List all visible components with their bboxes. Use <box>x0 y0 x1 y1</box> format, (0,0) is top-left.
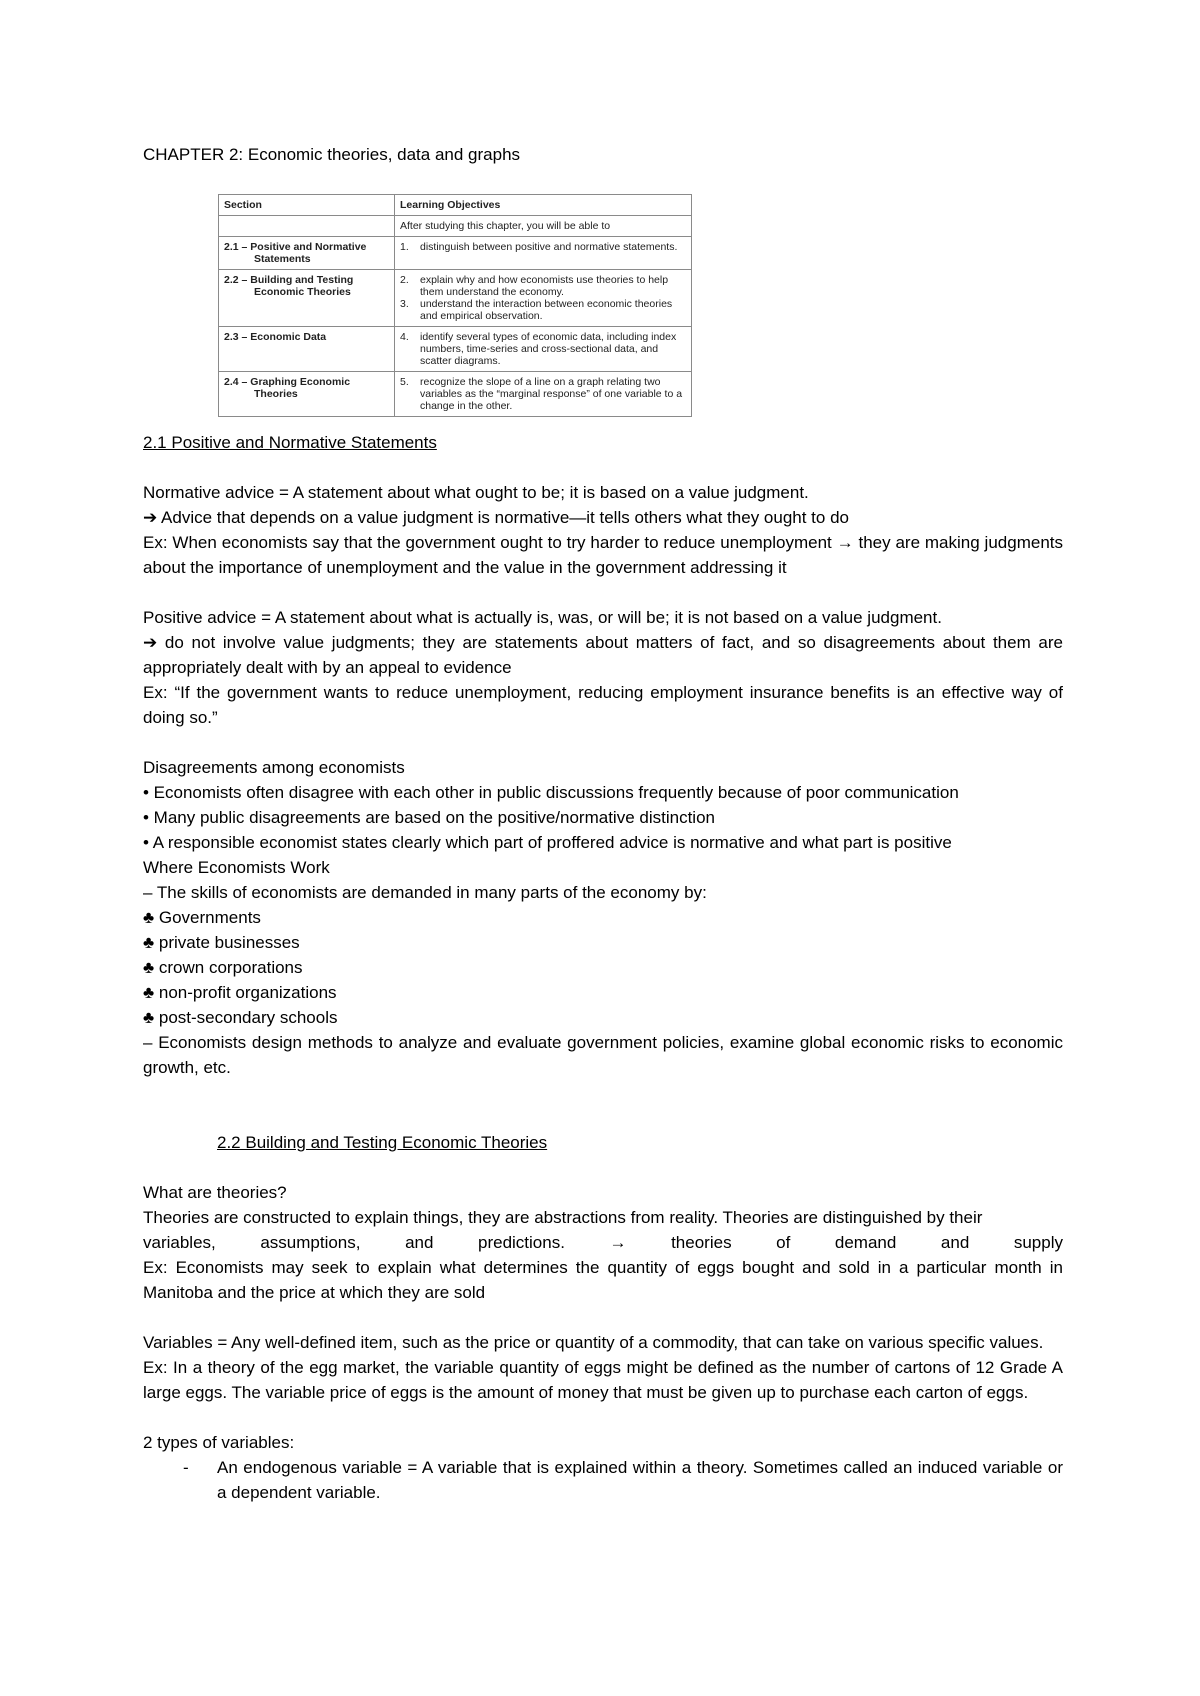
positive-definition: Positive advice = A statement about what is actually is, was, or will be; it is not based on a value judgment. <box>143 608 942 627</box>
notes-body <box>143 430 1063 1505</box>
variables-definition: Variables = Any well-defined item, such as the price or quantity of a commodity, that can take on various specific values. <box>143 1333 1044 1352</box>
endogenous-definition: An endogenous variable = A variable that is explained within a theory. Sometimes called an induced variable or a dependent variable. <box>217 1458 1063 1502</box>
table-header-objectives: Learning Objectives <box>395 195 692 216</box>
objective-number: 5. <box>400 376 409 388</box>
objective-list <box>400 274 686 322</box>
table-cell-objectives <box>395 372 692 417</box>
objective-list <box>400 376 686 412</box>
section-label: 2.3 – Economic Data <box>224 331 327 343</box>
table-cell-section <box>219 237 395 270</box>
objective-text: understand the interaction between economic theories and empirical observation. <box>420 298 673 322</box>
table-cell-objectives <box>395 237 692 270</box>
objective-number: 4. <box>400 331 409 343</box>
disagreements-heading: Disagreements among economists <box>143 758 405 777</box>
section-heading-2-2-text: 2.2 Building and Testing Economic Theories <box>217 1133 548 1152</box>
list-item <box>400 298 686 322</box>
chapter-title: CHAPTER 2: Economic theories, data and graphs <box>143 145 521 164</box>
positive-point: ➔ do not involve value judgments; they are statements about matters of fact, and so disagreements about them are appropriately dealt with by an appeal to evidence <box>143 633 1063 677</box>
list-item: • A responsible economist states clearly which part of proffered advice is normative and what part is positive <box>143 833 952 852</box>
table-header-row <box>219 195 692 216</box>
section-heading-2-1: 2.1 Positive and Normative Statements <box>143 433 437 452</box>
section-heading-2-2 <box>143 1130 1063 1155</box>
objective-text: distinguish between positive and normative statements. <box>420 241 678 253</box>
list-item <box>400 274 686 298</box>
list-item <box>143 1455 1063 1505</box>
work-outro: – Economists design methods to analyze and evaluate government policies, examine global economic risks to economic growth, etc. <box>143 1033 1063 1077</box>
table-cell-section <box>219 270 395 327</box>
list-item <box>400 241 686 253</box>
dash-marker: - <box>183 1458 189 1477</box>
table-intro: After studying this chapter, you will be able to <box>395 216 692 237</box>
normative-definition: Normative advice = A statement about what ought to be; it is based on a value judgment. <box>143 483 809 502</box>
table-row <box>219 327 692 372</box>
list-item <box>400 331 686 367</box>
work-intro: – The skills of economists are demanded in many parts of the economy by: <box>143 883 707 902</box>
list-item: ♣ crown corporations <box>143 958 303 977</box>
list-item: ♣ post-secondary schools <box>143 1008 338 1027</box>
table-header-section: Section <box>219 195 395 216</box>
objective-number: 3. <box>400 298 409 310</box>
list-item: • Economists often disagree with each other in public discussions frequently because of poor communication <box>143 783 959 802</box>
objective-text: identify several types of economic data, including index numbers, time-series and cross-sectional data, and scatter diagrams. <box>420 331 677 367</box>
list-item: • Many public disagreements are based on the positive/normative distinction <box>143 808 715 827</box>
theories-question: What are theories? <box>143 1183 287 1202</box>
section-label: 2.2 – Building and Testing Economic Theories <box>224 274 354 298</box>
table-row <box>219 372 692 417</box>
list-item: ♣ private businesses <box>143 933 300 952</box>
variables-example: Ex: In a theory of the egg market, the variable quantity of eggs might be defined as the number of cartons of 12 Grade A large eggs. The variable price of eggs is the amount of money that must be given up to purchase each carton of eggs. <box>143 1358 1063 1402</box>
table-row <box>219 237 692 270</box>
variable-types-heading: 2 types of variables: <box>143 1433 295 1452</box>
table-row <box>219 270 692 327</box>
objective-text: explain why and how economists use theories to help them understand the economy. <box>420 274 669 298</box>
list-item: ♣ non-profit organizations <box>143 983 337 1002</box>
list-item <box>400 376 686 412</box>
work-heading: Where Economists Work <box>143 858 330 877</box>
table-cell-section <box>219 372 395 417</box>
objective-list <box>400 331 686 367</box>
table-cell-empty <box>219 216 395 237</box>
theories-line-2: variables, assumptions, and predictions. → theories of demand and supply <box>143 1233 1063 1252</box>
learning-objectives-table <box>218 194 692 417</box>
theories-line-1: Theories are constructed to explain things, they are abstractions from reality. Theories are distinguished by their <box>143 1208 983 1227</box>
table-row <box>219 216 692 237</box>
table-cell-objectives <box>395 327 692 372</box>
section-label: 2.1 – Positive and Normative Statements <box>224 241 367 265</box>
objective-list <box>400 241 686 253</box>
table-cell-section <box>219 327 395 372</box>
objective-number: 1. <box>400 241 409 253</box>
normative-example: Ex: When economists say that the government ought to try harder to reduce unemployment → they are making judgments about the importance of unemployment and the value in the government addressing it <box>143 533 1063 577</box>
table-cell-objectives <box>395 270 692 327</box>
objective-text: recognize the slope of a line on a graph relating two variables as the “marginal response” of one variable to a change in the other. <box>420 376 683 412</box>
objective-number: 2. <box>400 274 409 286</box>
theories-example: Ex: Economists may seek to explain what determines the quantity of eggs bought and sold in a particular month in Manitoba and the price at which they are sold <box>143 1258 1063 1302</box>
positive-example: Ex: “If the government wants to reduce unemployment, reducing employment insurance benefits is an effective way of doing so.” <box>143 683 1063 727</box>
list-item: ♣ Governments <box>143 908 261 927</box>
normative-point: ➔ Advice that depends on a value judgment is normative—it tells others what they ought to do <box>143 508 849 527</box>
section-label: 2.4 – Graphing Economic Theories <box>224 376 351 400</box>
